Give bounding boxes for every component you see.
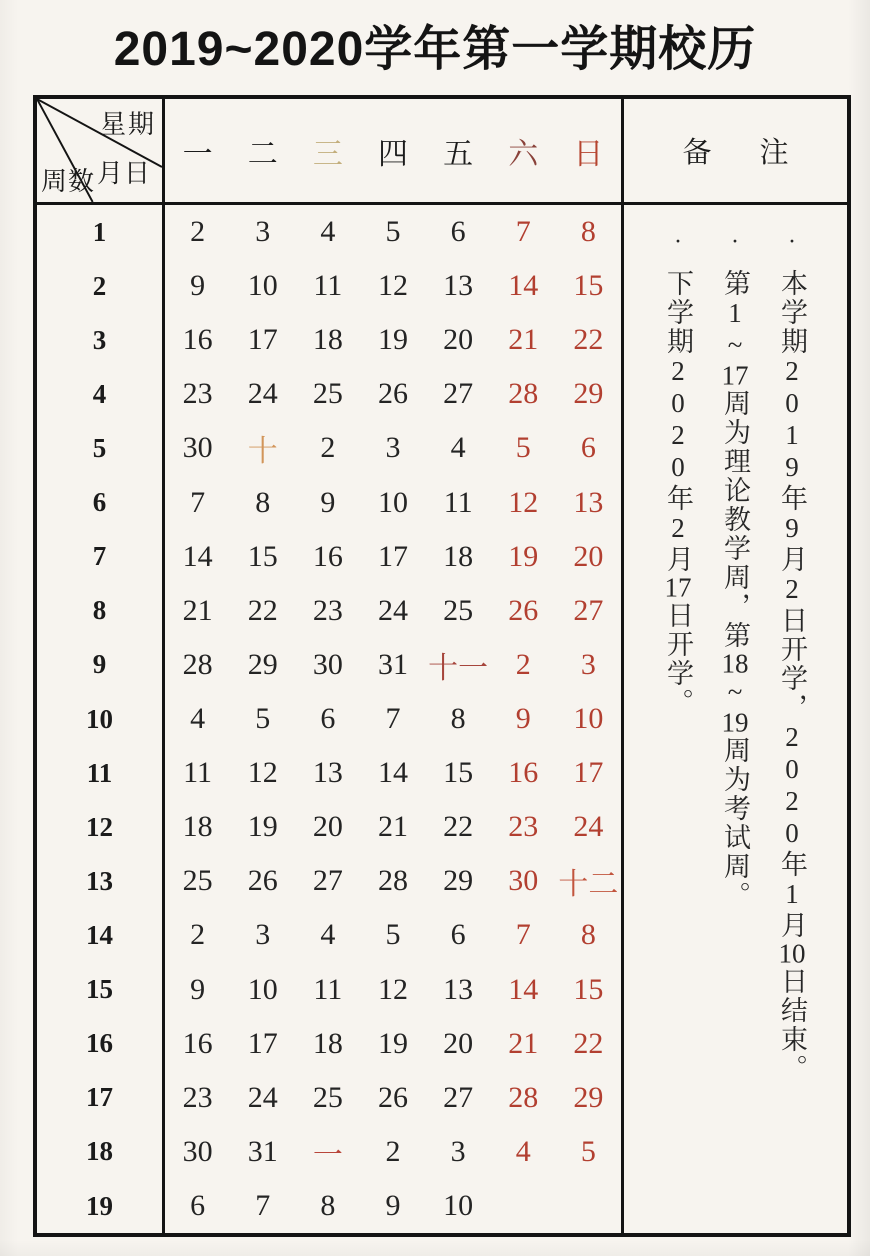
date-cell: 3 bbox=[385, 431, 401, 465]
date-cell: 6 bbox=[580, 431, 596, 465]
date-cell: 30 bbox=[182, 1134, 213, 1168]
dates-grid bbox=[165, 205, 624, 1233]
date-cell: 5 bbox=[515, 431, 531, 465]
week-number: 17 bbox=[86, 1082, 113, 1113]
week-number: 16 bbox=[86, 1028, 113, 1059]
date-cell bbox=[491, 1179, 556, 1233]
date-cell: 25 bbox=[182, 864, 213, 898]
week-number-column bbox=[37, 205, 165, 1233]
date-cell: 26 bbox=[377, 1080, 408, 1114]
date-cell: 19 bbox=[508, 539, 539, 573]
week-row bbox=[165, 1179, 621, 1233]
date-cell: 17 bbox=[573, 756, 604, 790]
date-cell: 25 bbox=[312, 377, 343, 411]
date-cell: 15 bbox=[443, 756, 474, 790]
remarks-header-char-left: 备 bbox=[682, 137, 712, 169]
week-number: 4 bbox=[92, 378, 107, 409]
date-cell: 16 bbox=[508, 756, 539, 790]
week-number: 1 bbox=[92, 216, 107, 247]
remark-text-run: 17 bbox=[721, 362, 749, 389]
date-cell: 17 bbox=[247, 323, 278, 357]
weekday-header-label: 四 bbox=[377, 137, 408, 171]
date-cell: 28 bbox=[377, 864, 408, 898]
week-number: 6 bbox=[92, 487, 107, 518]
date-cell: 16 bbox=[182, 323, 213, 357]
remarks-header-char-right: 注 bbox=[759, 137, 789, 169]
date-cell: 18 bbox=[312, 1026, 343, 1060]
date-cell: 4 bbox=[320, 215, 336, 249]
date-cell: 18 bbox=[443, 539, 474, 573]
week-number: 2 bbox=[92, 270, 107, 301]
date-cell: 21 bbox=[508, 323, 539, 357]
date-cell: 24 bbox=[573, 810, 604, 844]
week-number: 7 bbox=[92, 541, 107, 572]
remarks-header bbox=[624, 99, 847, 202]
date-cell: 10 bbox=[377, 485, 408, 519]
corner-label-month-day: 月日 bbox=[97, 159, 152, 188]
date-cell: 5 bbox=[385, 215, 401, 249]
date-cell: 7 bbox=[190, 485, 206, 519]
date-cell: 12 bbox=[247, 756, 278, 790]
date-cell: 16 bbox=[182, 1026, 213, 1060]
weekday-header-row bbox=[165, 99, 624, 202]
date-cell: 19 bbox=[247, 810, 278, 844]
date-cell: 24 bbox=[377, 593, 408, 627]
week-row bbox=[165, 530, 621, 584]
remark-text-run: 18 bbox=[721, 650, 749, 677]
week-number: 11 bbox=[86, 757, 113, 788]
date-cell: 20 bbox=[443, 323, 474, 357]
date-cell: 6 bbox=[320, 702, 336, 736]
corner-label-weekday: 星期 bbox=[99, 110, 156, 139]
bullet-icon: · bbox=[722, 229, 748, 257]
week-number: 13 bbox=[86, 865, 113, 896]
remarks-cell bbox=[624, 205, 847, 1233]
calendar-header-row bbox=[37, 99, 847, 205]
date-cell: 23 bbox=[182, 377, 213, 411]
week-number: 15 bbox=[86, 974, 113, 1005]
date-cell: 27 bbox=[443, 1080, 474, 1114]
week-row bbox=[165, 205, 621, 259]
week-row bbox=[165, 1071, 621, 1125]
date-cell: 3 bbox=[580, 647, 596, 681]
calendar-table bbox=[33, 95, 851, 1237]
month-marker-cell: 一 bbox=[312, 1138, 343, 1172]
date-cell: 9 bbox=[385, 1189, 401, 1223]
date-cell: 25 bbox=[443, 593, 474, 627]
date-cell: 18 bbox=[182, 810, 213, 844]
date-cell: 7 bbox=[515, 918, 531, 952]
date-cell: 24 bbox=[247, 1080, 278, 1114]
date-cell: 25 bbox=[312, 1080, 343, 1114]
week-row bbox=[165, 908, 621, 962]
date-cell: 16 bbox=[312, 539, 343, 573]
date-cell: 26 bbox=[247, 864, 278, 898]
week-row bbox=[165, 476, 621, 530]
date-cell: 13 bbox=[443, 972, 474, 1006]
date-cell: 17 bbox=[247, 1026, 278, 1060]
date-cell: 26 bbox=[508, 593, 539, 627]
calendar-body bbox=[37, 205, 847, 1233]
date-cell: 2 bbox=[385, 1134, 401, 1168]
date-cell: 10 bbox=[247, 269, 278, 303]
date-cell: 4 bbox=[515, 1134, 531, 1168]
date-cell: 9 bbox=[320, 485, 336, 519]
date-cell: 2 bbox=[190, 215, 206, 249]
date-cell: 23 bbox=[312, 593, 343, 627]
date-cell: 12 bbox=[508, 485, 539, 519]
date-cell: 23 bbox=[508, 810, 539, 844]
date-cell: 11 bbox=[313, 972, 343, 1006]
weekday-header-label: 六 bbox=[508, 137, 539, 171]
date-cell: 5 bbox=[385, 918, 401, 952]
remark-text-run: 17 bbox=[664, 574, 692, 601]
date-cell: 5 bbox=[255, 702, 271, 736]
week-row bbox=[165, 746, 621, 800]
date-cell: 13 bbox=[443, 269, 474, 303]
corner-header-cell bbox=[37, 99, 165, 202]
date-cell: 29 bbox=[443, 864, 474, 898]
date-cell: 8 bbox=[450, 702, 466, 736]
date-cell: 3 bbox=[450, 1134, 466, 1168]
date-cell: 27 bbox=[573, 593, 604, 627]
corner-label-week-count: 周数 bbox=[41, 167, 96, 196]
date-cell: 28 bbox=[508, 1080, 539, 1114]
date-cell: 20 bbox=[312, 810, 343, 844]
week-number: 5 bbox=[92, 432, 107, 463]
date-cell: 30 bbox=[508, 864, 539, 898]
date-cell: 2 bbox=[320, 431, 336, 465]
remark-text-run: 日结束。 bbox=[777, 967, 807, 1083]
date-cell: 23 bbox=[182, 1080, 213, 1114]
remark-text-run: ~ bbox=[720, 677, 750, 709]
date-cell: 28 bbox=[508, 377, 539, 411]
date-cell: 29 bbox=[573, 1080, 604, 1114]
date-cell: 7 bbox=[515, 215, 531, 249]
date-cell: 9 bbox=[515, 702, 531, 736]
date-cell: 7 bbox=[255, 1189, 271, 1223]
week-number: 9 bbox=[92, 649, 107, 680]
week-number: 14 bbox=[86, 919, 113, 950]
date-cell: 18 bbox=[312, 323, 343, 357]
date-cell: 6 bbox=[450, 918, 466, 952]
date-cell: 11 bbox=[443, 485, 473, 519]
remark-text-run: 周为理论教学周，第 bbox=[720, 389, 750, 650]
date-cell: 30 bbox=[182, 431, 213, 465]
week-row bbox=[165, 963, 621, 1017]
date-cell: 7 bbox=[385, 702, 401, 736]
remark-text-run: 本学期2019年9月2日开学，2020年1月 bbox=[777, 269, 807, 940]
page-title: 2019~2020学年第一学期校历 bbox=[113, 23, 757, 76]
date-cell: 15 bbox=[573, 269, 604, 303]
bullet-icon: · bbox=[779, 229, 805, 257]
date-cell: 15 bbox=[247, 539, 278, 573]
date-cell: 13 bbox=[573, 485, 604, 519]
date-cell: 22 bbox=[247, 593, 278, 627]
date-cell: 14 bbox=[377, 756, 408, 790]
remark-item bbox=[777, 229, 807, 1223]
date-cell: 8 bbox=[320, 1189, 336, 1223]
date-cell: 9 bbox=[190, 269, 206, 303]
date-cell: 11 bbox=[183, 756, 213, 790]
month-marker-cell: 十一 bbox=[428, 651, 489, 685]
date-cell: 30 bbox=[312, 647, 343, 681]
remark-text-run: 19 bbox=[721, 709, 749, 736]
date-cell: 19 bbox=[377, 1026, 408, 1060]
date-cell: 2 bbox=[515, 647, 531, 681]
date-cell: 29 bbox=[573, 377, 604, 411]
weekday-header-label: 一 bbox=[182, 137, 213, 171]
date-cell: 4 bbox=[320, 918, 336, 952]
date-cell: 12 bbox=[377, 269, 408, 303]
remark-item bbox=[720, 229, 750, 1223]
week-row bbox=[165, 313, 621, 367]
date-cell: 17 bbox=[377, 539, 408, 573]
date-cell: 6 bbox=[190, 1189, 206, 1223]
week-row bbox=[165, 584, 621, 638]
date-cell: 14 bbox=[508, 972, 539, 1006]
remark-text-run: 下学期2020年2月 bbox=[663, 269, 693, 574]
date-cell: 29 bbox=[247, 647, 278, 681]
date-cell: 26 bbox=[377, 377, 408, 411]
date-cell bbox=[556, 1179, 621, 1233]
date-cell: 20 bbox=[443, 1026, 474, 1060]
date-cell: 28 bbox=[182, 647, 213, 681]
date-cell: 10 bbox=[573, 702, 604, 736]
date-cell: 12 bbox=[377, 972, 408, 1006]
date-cell: 8 bbox=[580, 215, 596, 249]
week-number: 18 bbox=[86, 1136, 113, 1167]
date-cell: 10 bbox=[443, 1189, 474, 1223]
month-marker-cell: 十 bbox=[247, 435, 278, 469]
week-row bbox=[165, 367, 621, 421]
date-cell: 21 bbox=[377, 810, 408, 844]
date-cell: 21 bbox=[182, 593, 213, 627]
weekday-header-label: 五 bbox=[443, 137, 474, 171]
date-cell: 3 bbox=[255, 215, 271, 249]
date-cell: 27 bbox=[443, 377, 474, 411]
month-marker-cell: 十二 bbox=[558, 868, 619, 902]
date-cell: 19 bbox=[377, 323, 408, 357]
date-cell: 22 bbox=[443, 810, 474, 844]
date-cell: 8 bbox=[255, 485, 271, 519]
date-cell: 3 bbox=[255, 918, 271, 952]
date-cell: 21 bbox=[508, 1026, 539, 1060]
date-cell: 4 bbox=[450, 431, 466, 465]
weekday-header-label: 三 bbox=[312, 137, 343, 171]
remark-text-run: 周为考试周。 bbox=[720, 736, 750, 910]
week-number: 12 bbox=[86, 811, 113, 842]
week-row bbox=[165, 421, 621, 475]
remark-text-run: 10 bbox=[778, 940, 806, 967]
week-row bbox=[165, 1125, 621, 1179]
date-cell: 11 bbox=[313, 269, 343, 303]
week-number: 8 bbox=[92, 595, 107, 626]
date-cell: 22 bbox=[573, 323, 604, 357]
date-cell: 31 bbox=[247, 1134, 278, 1168]
date-cell: 4 bbox=[190, 702, 206, 736]
date-cell: 14 bbox=[182, 539, 213, 573]
remark-text-run: 日开学。 bbox=[663, 601, 693, 717]
week-number: 10 bbox=[86, 703, 113, 734]
date-cell: 15 bbox=[573, 972, 604, 1006]
week-row bbox=[165, 854, 621, 908]
date-cell: 9 bbox=[190, 972, 206, 1006]
weekday-header-label: 日 bbox=[573, 137, 604, 171]
date-cell: 5 bbox=[580, 1134, 596, 1168]
date-cell: 8 bbox=[580, 918, 596, 952]
week-row bbox=[165, 692, 621, 746]
week-number: 19 bbox=[86, 1190, 113, 1221]
week-row bbox=[165, 800, 621, 854]
week-row bbox=[165, 638, 621, 692]
date-cell: 27 bbox=[312, 864, 343, 898]
remark-item bbox=[663, 229, 693, 1223]
date-cell: 10 bbox=[247, 972, 278, 1006]
date-cell: 13 bbox=[312, 756, 343, 790]
date-cell: 24 bbox=[247, 377, 278, 411]
week-number: 3 bbox=[92, 324, 107, 355]
date-cell: 22 bbox=[573, 1026, 604, 1060]
weekday-header-label: 二 bbox=[247, 137, 278, 171]
date-cell: 31 bbox=[377, 647, 408, 681]
remark-text-run: 第1~ bbox=[720, 269, 750, 362]
date-cell: 2 bbox=[190, 918, 206, 952]
date-cell: 20 bbox=[573, 539, 604, 573]
week-row bbox=[165, 1017, 621, 1071]
date-cell: 6 bbox=[450, 215, 466, 249]
week-row bbox=[165, 259, 621, 313]
date-cell: 14 bbox=[508, 269, 539, 303]
bullet-icon: · bbox=[665, 229, 691, 257]
